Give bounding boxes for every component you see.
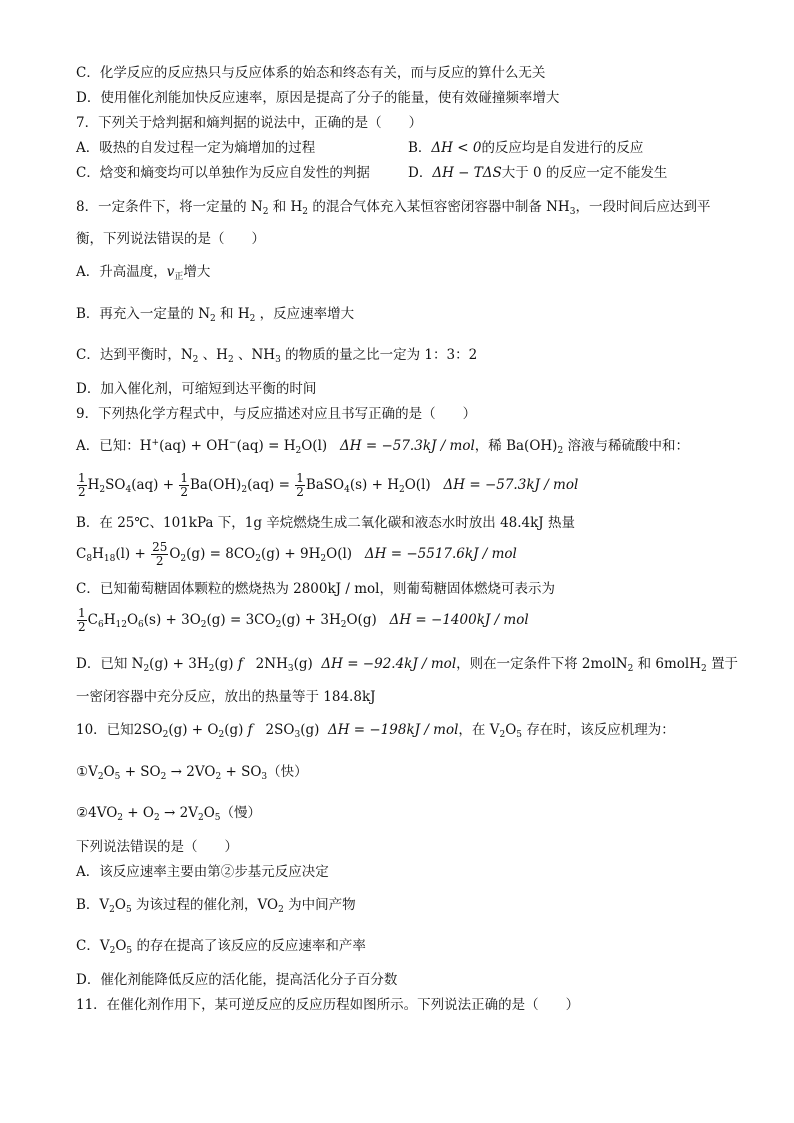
q11-stem: 11．在催化剂作用下，某可逆反应的反应历程如图所示。下列说法正确的是（ ） xyxy=(76,997,580,1013)
q9-option-c-equation: $\frac{1}{2}$ $C_6H_{12}O_6(s) + 3O_2(g) = 3CO_2(g) + 3H_2O(g) \Delta H = -1400kJ$ / mol xyxy=(78,606,529,634)
q7-option-b: B．ΔH < 0的反应均是自发进行的反应 xyxy=(408,140,644,156)
q9-option-a-equation: $\frac{1}{2}$ $H_2SO_4(aq)$ + $\frac{1}{2}$ $Ba(OH)_2(aq)$ = $\frac{1}{2}$ BaSO$_4$(s) + $H_2O(l) \Delta H = -57.3kJ$ / mol xyxy=(78,471,579,499)
q7-option-a: A．吸热的自发过程一定为熵增加的过程 xyxy=(76,140,316,156)
q9-option-a: A．已知：$H^+(aq) + OH^-(aq) = H_2O(l) \Delta H = -57.3kJ$ / mol，稀 $Ba(OH)_2$ 溶液与稀硫酸中和： xyxy=(76,438,689,456)
q8-option-d: D．加入催化剂，可缩短到达平衡的时间 xyxy=(76,381,317,397)
q10-option-d: D．催化剂能降低反应的活化能，提高活化分子百分数 xyxy=(76,972,398,988)
q10-stem: 10．已知$2SO_2(g) + O_2(g)$ f $2SO_3(g) \Delta H = -198kJ$ / mol，在 $V_2O_5$ 存在时，该反应机理为： xyxy=(76,722,675,740)
q8-option-b: B．再充入一定量的 $N_2$ 和 $H_2$ ，反应速率增大 xyxy=(76,306,355,324)
q10-step-2: $②4VO_2 + O_2 \to 2V_2O_5$（慢） xyxy=(76,805,261,823)
q10-step-1: $①V_2O_5 + SO_2 \to 2VO_2 + SO_3$（快） xyxy=(76,764,308,782)
q9-stem: 9．下列热化学方程式中，与反应描述对应且书写正确的是（ ） xyxy=(76,406,477,422)
q9-option-c: C．已知葡萄糖固体颗粒的燃烧热为 2800kJ / mol，则葡萄糖固体燃烧可表示为 xyxy=(76,581,555,597)
q9-option-d: D．已知 $N_2(g) + 3H_2(g)$ f $2NH_3(g) \Delta H = -92.4kJ$ / mol，则在一定条件下将 2molN$_2$ 和 6molH$_2$ 置于 xyxy=(76,656,739,674)
q10-option-b: B．$V_2O_5$ 为该过程的催化剂，$VO_2$ 为中间产物 xyxy=(76,897,356,915)
q10-option-a: A．该反应速率主要由第②步基元反应决定 xyxy=(76,864,329,880)
q7-option-c: C．焓变和熵变均可以单独作为反应自发性的判据 xyxy=(76,165,370,181)
q9-option-d-line2: 一密闭容器中充分反应，放出的热量等于 184.8kJ xyxy=(76,689,376,705)
q7-option-d: D．ΔH − TΔS大于 0 的反应一定不能发生 xyxy=(408,165,668,181)
q9-option-b: B．在 25℃、101kPa 下，1g 辛烷燃烧生成二氧化碳和液态水时放出 48.4kJ 热量 xyxy=(76,515,576,531)
q8-stem-line1: 8．一定条件下，将一定量的 $N_2$ 和 $H_2$ 的混合气体充入某恒容密闭容器中制备 $NH_3$，一段时间后应达到平 xyxy=(76,199,711,217)
q6-option-c: C．化学反应的反应热只与反应体系的始态和终态有关，而与反应的算什么无关 xyxy=(76,65,546,81)
q6-option-d: D．使用催化剂能加快反应速率，原因是提高了分子的能量，使有效碰撞频率增大 xyxy=(76,90,560,106)
q10-option-c: C．$V_2O_5$ 的存在提高了该反应的反应速率和产率 xyxy=(76,938,366,956)
q9-option-b-equation: $C_8H_{18}(l)$ + $\frac{25}{2}$ $O_2(g) = 8CO_2(g) + 9H_2O(l) \Delta H = -5517.6kJ$ / mol xyxy=(76,540,517,568)
q8-option-c: C．达到平衡时，$N_2$ 、$H_2$ 、$NH_3$ 的物质的量之比一定为 1：3：2 xyxy=(76,347,478,365)
q10-ask: 下列说法错误的是（ ） xyxy=(76,839,238,855)
q7-stem: 7．下列关于焓判据和熵判据的说法中，正确的是（ ） xyxy=(76,115,423,131)
q8-option-a: A．升高温度，$v_正$增大 xyxy=(76,264,211,282)
q8-stem-line2: 衡，下列说法错误的是（ ） xyxy=(76,231,265,247)
